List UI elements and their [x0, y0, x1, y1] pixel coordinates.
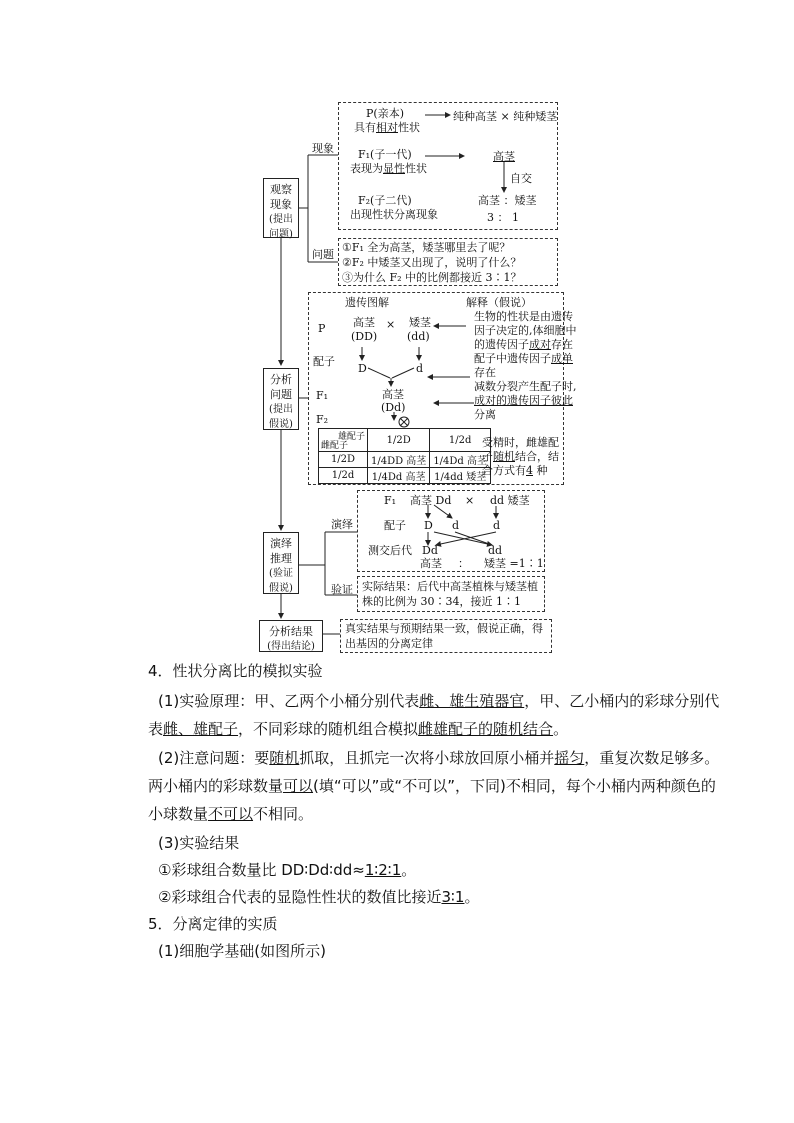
explain-line: 因子决定的,体细胞中 — [474, 324, 577, 337]
punnett-cell: 1/4dd 矮茎 — [430, 468, 491, 484]
punnett-corner — [319, 429, 368, 452]
testcross-left: 高茎 Dd — [410, 494, 452, 507]
section-4-heading: 4．性状分离比的模拟实验 — [148, 662, 323, 680]
text-span: 不相同。 — [253, 805, 314, 823]
branch-label-question: 问题 — [312, 248, 334, 261]
p-cross: 纯种高茎 × 纯种矮茎 — [453, 110, 558, 123]
f1-genotype: (Dd) — [381, 401, 406, 414]
testcross-offspring-label: 测交后代 — [368, 544, 412, 557]
stage-line: 推理 — [270, 552, 292, 565]
branch-label-phenomenon: 现象 — [312, 142, 334, 155]
fertilization-line: 受精时，雌雄配 — [482, 436, 559, 449]
parent-short-genotype: (dd) — [407, 330, 430, 343]
punnett-cell: 1/4Dd 高茎 — [430, 452, 491, 468]
f2-desc: 出现性状分离现象 — [350, 208, 438, 221]
stage-line: 演绎 — [270, 537, 292, 550]
parent-tall-genotype: (DD) — [351, 330, 378, 343]
para-2-line-1 — [158, 748, 719, 768]
text-span: ①彩球组合数量比 DD∶Dd∶dd≈ — [158, 861, 365, 879]
stage-observe — [263, 178, 299, 238]
testcross-g3: d — [493, 519, 501, 532]
f1-desc: 表现为显性性状 — [350, 162, 427, 175]
stage-line: 假说) — [269, 419, 293, 430]
text-span: 。 — [553, 720, 569, 738]
punnett-cell: 1/4DD 高茎 — [368, 452, 430, 468]
text-span: 抓取，且抓完一次将小球放回原小桶并 — [299, 749, 555, 767]
stage-line: 问题 — [270, 388, 292, 401]
stage-line: 现象 — [270, 198, 292, 211]
verify-line: 实际结果：后代中高茎植株与矮茎植 — [362, 580, 538, 593]
testcross-short-ratio: 矮茎 =1∶1 — [484, 557, 544, 570]
conclusion-line: 真实结果与预期结果一致，假说正确，得 — [345, 622, 543, 635]
punnett-cell: 1/4Dd 高茎 — [368, 468, 430, 484]
fertilization-line: 合方式有4 种 — [482, 464, 548, 477]
cross-sign: × — [386, 318, 396, 331]
stage-line: 分析结果 — [269, 625, 313, 638]
explain-line: 的遗传因子成对存在 — [474, 338, 573, 351]
text-span: 表 — [148, 720, 164, 738]
text-span: (1)实验原理：甲、乙两个小桶分别代表 — [158, 692, 420, 710]
para-2-line-2 — [148, 776, 716, 796]
para-4-heading: (1)细胞学基础(如图所示) — [158, 942, 326, 960]
answer-blank: 摇匀 — [554, 749, 585, 767]
gamete-d: d — [416, 362, 424, 375]
text-span: 两小桶内的彩球数量 — [148, 777, 284, 795]
punnett-table — [318, 428, 491, 484]
answer-blank: 3∶1 — [441, 888, 465, 906]
testcross-colon: ： — [458, 557, 469, 570]
male-gamete-label: 雄配子 — [337, 432, 365, 442]
answer-blank: 雌雄配子的随机结合 — [418, 720, 554, 738]
verify-line: 株的比例为 30∶34，接近 1∶1 — [362, 595, 521, 608]
gamete-D: D — [358, 362, 367, 375]
p-desc: 具有相对性状 — [354, 121, 420, 134]
result-1 — [158, 860, 416, 880]
result-2 — [158, 887, 479, 907]
stage-line: 假说) — [269, 583, 293, 594]
text-span: 。 — [464, 888, 480, 906]
answer-blank: 1∶2∶1 — [364, 861, 402, 879]
stage-line: (提出 — [269, 404, 293, 415]
stage-line: 分析 — [270, 373, 292, 386]
stage-line: 观察 — [270, 183, 292, 196]
para-3-heading: (3)实验结果 — [158, 834, 240, 852]
explain-line: 成对的遗传因子彼此 — [474, 394, 573, 407]
answer-blank: 随机 — [269, 749, 300, 767]
text-span: ②彩球组合代表的显隐性性状的数值比接近 — [158, 888, 442, 906]
hypothesis-title-right: 解释（假说） — [466, 296, 532, 309]
parent-tall: 高茎 — [353, 316, 375, 329]
stage-analyze — [263, 368, 299, 430]
stage-line: 问题) — [269, 229, 293, 240]
fertilization-line: 子随机结合，结 — [482, 450, 559, 463]
answer-blank: 雌、雄生殖器官 — [419, 692, 525, 710]
text-span: (2)注意问题：要 — [158, 749, 270, 767]
question-item: ①F₁ 全为高茎，矮茎哪里去了呢？ — [342, 241, 511, 254]
gen-p: P — [318, 322, 326, 335]
f1-tall: 高茎 — [382, 388, 404, 401]
text-span: ，甲、乙小桶内的彩球分别代 — [524, 692, 720, 710]
answer-blank: 不可以 — [208, 805, 254, 823]
text-span: ，不同彩球的随机组合模拟 — [238, 720, 419, 738]
testcross-tall: 高茎 — [420, 557, 442, 570]
testcross-times: × — [465, 494, 475, 507]
stage-line: (提出 — [269, 214, 293, 225]
para-2-line-3 — [148, 804, 313, 824]
question-item: ③为什么 F₂ 中的比例都接近 3∶1？ — [342, 271, 522, 284]
hypothesis-title-left: 遗传图解 — [345, 296, 389, 309]
para-1-line-1 — [158, 691, 719, 711]
text-span: (填“可以”或“不可以”，下同)不相同，每个小桶内两种颜色的 — [313, 777, 716, 795]
answer-blank: 雌、雄配子 — [163, 720, 239, 738]
stage-deduce — [263, 532, 299, 594]
text-span: 小球数量 — [148, 805, 209, 823]
gen-gamete: 配子 — [313, 355, 335, 368]
row-head: 1/2D — [319, 452, 368, 468]
question-item: ②F₂ 中矮茎又出现了，说明了什么？ — [342, 256, 522, 269]
row-head: 1/2d — [319, 468, 368, 484]
explain-line: 分离 — [474, 408, 496, 421]
gen-f1: F₁ — [316, 389, 329, 402]
selfing-label: 自交 — [510, 172, 532, 185]
explain-line: 减数分裂产生配子时, — [474, 380, 577, 393]
answer-blank: 可以 — [283, 777, 314, 795]
testcross-f1: F₁ — [384, 494, 397, 507]
f2-ratio: 3 ： 1 — [487, 211, 519, 224]
text-span: ，重复次数足够多。 — [584, 749, 720, 767]
testcross-gamete: 配子 — [384, 519, 406, 532]
explain-line: 生物的性状是由遗传 — [474, 310, 573, 323]
col-head: 1/2D — [368, 429, 430, 452]
para-1-line-2 — [148, 719, 568, 739]
female-gamete-label: 雌配子 — [321, 441, 349, 451]
f2-label: F₂(子二代) — [358, 194, 412, 207]
stage-line: (验证 — [269, 568, 293, 579]
gen-f2: F₂ — [316, 413, 329, 426]
testcross-g2: d — [452, 519, 460, 532]
conclusion-line: 出基因的分离定律 — [345, 637, 433, 650]
text-span: 。 — [401, 861, 417, 879]
f1-label: F₁(子一代) — [358, 148, 412, 161]
explain-line: 存在 — [474, 366, 496, 379]
f2-result: 高茎 ：矮茎 — [478, 194, 537, 207]
testcross-o1: Dd — [422, 544, 438, 557]
f1-result: 高茎 — [493, 150, 515, 163]
branch-label-deduction: 演绎 — [331, 518, 353, 531]
explain-line: 配子中遗传因子成单 — [474, 352, 573, 365]
testcross-o2: dd — [488, 544, 503, 557]
col-head: 1/2d — [430, 429, 491, 452]
stage-conclude — [259, 620, 323, 652]
parent-short: 矮茎 — [409, 316, 431, 329]
branch-label-verify: 验证 — [331, 583, 353, 596]
testcross-right: dd 矮茎 — [490, 494, 530, 507]
section-5-heading: 5．分离定律的实质 — [148, 915, 278, 933]
p-label: P(亲本) — [366, 107, 404, 120]
testcross-g1: D — [424, 519, 433, 532]
stage-line: (得出结论) — [267, 641, 315, 652]
